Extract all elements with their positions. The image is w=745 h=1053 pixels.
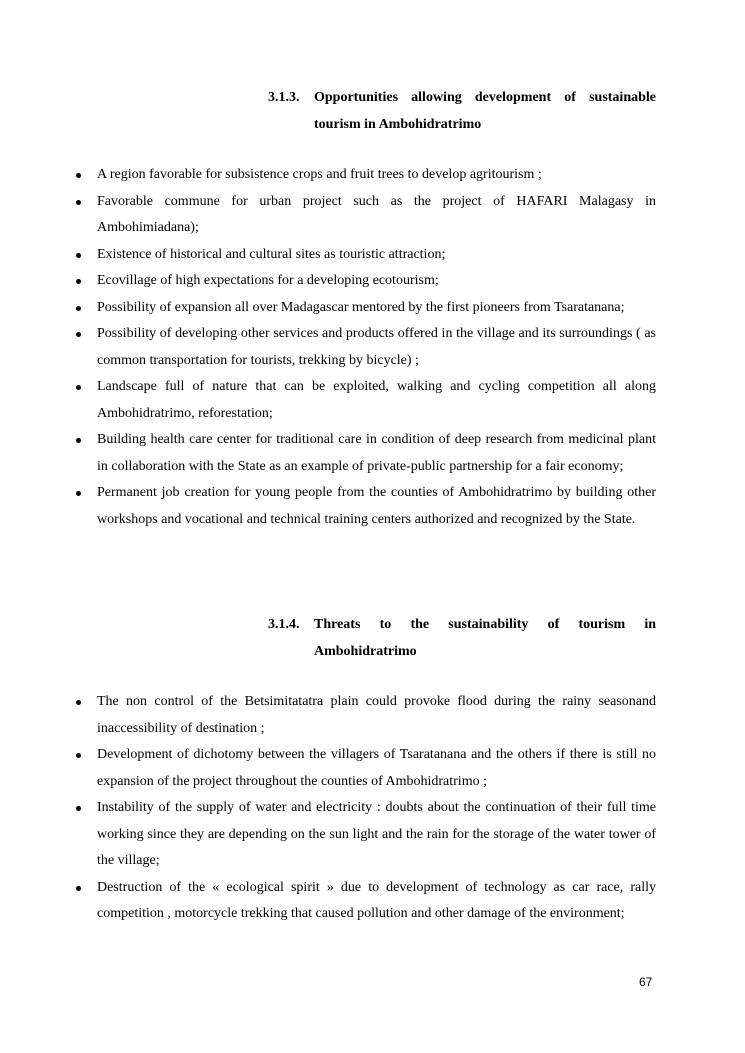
bullet-icon	[76, 173, 81, 178]
bullet-icon	[76, 385, 81, 390]
page-number: 67	[639, 975, 653, 989]
list-item: Destruction of the « ecological spirit » due to development of technology as car race, rally competition , motorcycle trekking that caused pollution and other damage of the environment;	[0, 875, 745, 928]
threats-list	[0, 689, 745, 928]
section-heading-3-1-4	[268, 611, 656, 665]
bullet-icon	[76, 753, 81, 758]
bullet-icon	[76, 306, 81, 311]
list-item: Possibility of developing other services and products offered in the village and its surroundings ( as common transportation for tourists, trekking by bicycle) ;	[0, 321, 745, 374]
section-number: 3.1.4.	[268, 617, 300, 632]
list-item: Building health care center for traditional care in condition of deep research from medicinal plant in collaboration with the State as an example of private-public partnership for a fair economy;	[0, 427, 745, 480]
bullet-icon	[76, 200, 81, 205]
list-item: A region favorable for subsistence crops and fruit trees to develop agritourism ;	[0, 162, 745, 189]
list-item: Possibility of expansion all over Madagascar mentored by the first pioneers from Tsaratanana;	[0, 295, 745, 322]
list-item: Instability of the supply of water and electricity : doubts about the continuation of their full time working since they are depending on the sun light and the rain for the storage of the water tower of the village;	[0, 795, 745, 875]
bullet-icon	[76, 253, 81, 258]
bullet-icon	[76, 279, 81, 284]
bullet-icon	[76, 491, 81, 496]
opportunities-list	[0, 162, 745, 533]
list-item: Ecovillage of high expectations for a developing ecotourism;	[0, 268, 745, 295]
list-item: Landscape full of nature that can be exploited, walking and cycling competition all along Ambohidratrimo, reforestation;	[0, 374, 745, 427]
list-item: Favorable commune for urban project such as the project of HAFARI Malagasy in Ambohimiadana);	[0, 189, 745, 242]
bullet-icon	[76, 886, 81, 891]
section-title: Opportunities allowing development of sustainable tourism in Ambohidratrimo	[314, 90, 656, 132]
list-item: Development of dichotomy between the villagers of Tsaratanana and the others if there is still no expansion of the project throughout the counties of Ambohidratrimo ;	[0, 742, 745, 795]
section-title: Threats to the sustainability of tourism in Ambohidratrimo	[314, 617, 656, 659]
bullet-icon	[76, 332, 81, 337]
bullet-icon	[76, 700, 81, 705]
list-item: Permanent job creation for young people from the counties of Ambohidratrimo by building other workshops and vocational and technical training centers authorized and recognized by the State.	[0, 480, 745, 533]
list-item: The non control of the Betsimitatatra plain could provoke flood during the rainy seasonand inaccessibility of destination ;	[0, 689, 745, 742]
section-heading-3-1-3	[268, 84, 656, 138]
bullet-icon	[76, 806, 81, 811]
list-item: Existence of historical and cultural sites as touristic attraction;	[0, 242, 745, 269]
bullet-icon	[76, 438, 81, 443]
section-number: 3.1.3.	[268, 90, 300, 105]
